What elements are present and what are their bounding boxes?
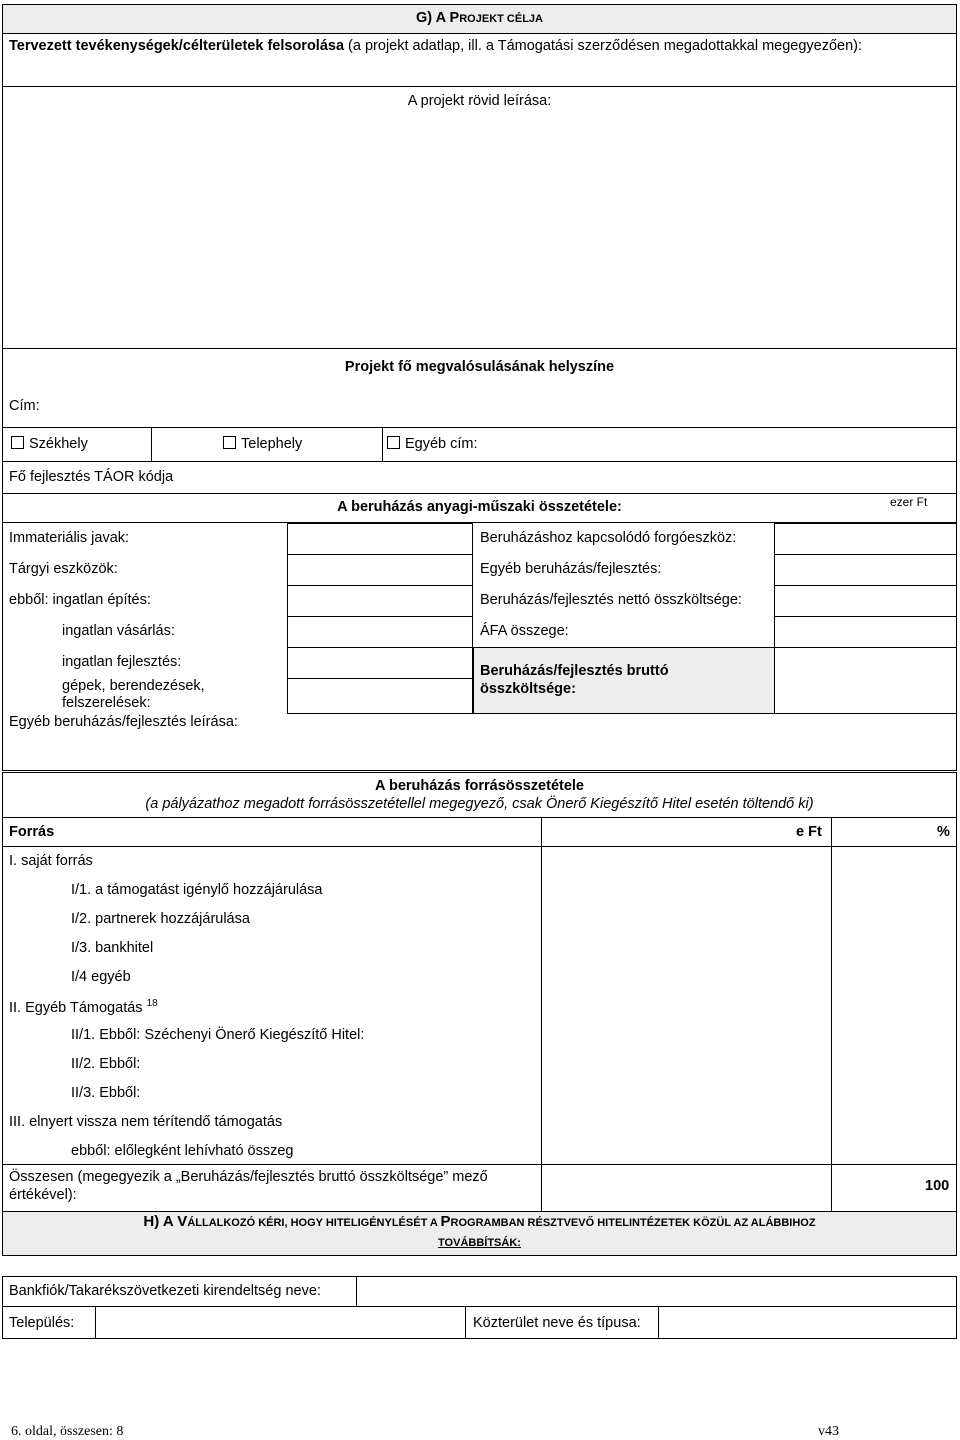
source-row-4: I/3. bankhitel [71, 940, 154, 956]
source-row-6: II. Egyéb Támogatás $^{18}$ [9, 998, 158, 1016]
checkbox-divider-2 [382, 427, 383, 462]
total-label-2: értékével): [9, 1187, 77, 1203]
source-row-2: I/1. a támogatást igénylő hozzájárulása [71, 882, 323, 898]
location-heading: Projekt fő megvalósulásának helyszíne [344, 359, 615, 375]
checkbox-egyeb[interactable]: Egyéb cím: [387, 436, 478, 452]
source-row-3: I/2. partnerek hozzájárulása [71, 911, 250, 927]
short-description-label: A projekt rövid leírása: [407, 93, 552, 109]
source-row-5: I/4 egyéb [71, 969, 131, 985]
source-row-10: III. elnyert vissza nem térítendő támogatás [9, 1114, 283, 1130]
brutto-label-2: összköltsége: [480, 681, 576, 697]
sources-col-divider-2 [831, 817, 832, 1212]
unit-label: ezer Ft [890, 495, 928, 509]
col-forras: Forrás [9, 824, 55, 840]
left-border-investment [2, 523, 3, 713]
investment-heading: A beruházás anyagi-műszaki összetétele: [337, 499, 622, 515]
activities-divider [2, 86, 957, 87]
source-row-9: II/3. Ebből: [71, 1085, 141, 1101]
targyi-label: Tárgyi eszközök: [9, 561, 118, 577]
bank-name-input[interactable] [356, 1276, 957, 1307]
checkbox-icon[interactable] [11, 436, 24, 449]
sources-col-divider-1 [541, 817, 542, 1212]
bank-name-label: Bankfiók/Takarékszövetkezeti kirendeltség neve: [9, 1283, 321, 1299]
ingatlan-fejlesztes-value[interactable] [287, 647, 473, 679]
gepek-value[interactable] [287, 678, 473, 714]
checkbox-szekhely[interactable]: Székhely [11, 436, 88, 452]
ingatlan-fejlesztes-label: ingatlan fejlesztés: [62, 654, 182, 670]
afa-value[interactable] [774, 616, 957, 648]
forgoeszkoz-value[interactable] [774, 523, 957, 555]
activities-label: Tervezett tevékenységek/célterületek felsorolása (a projekt adatlap, ill. a Támogatási szerződésen megadottakkal megegyezően): [9, 38, 863, 54]
afa-label: ÁFA összege: [480, 623, 569, 639]
ingatlan-epites-value[interactable] [287, 585, 473, 617]
targyi-value[interactable] [287, 554, 473, 586]
sources-subheading: (a pályázathoz megadott forrásösszetétellel megegyező, csak Önerő Kiegészítő Hitel esetén töltendő ki) [145, 796, 814, 812]
gepek-label-2: felszerelések: [62, 695, 151, 711]
telepules-label: Település: [9, 1315, 75, 1331]
activities-box[interactable] [2, 33, 957, 349]
kozterulet-input[interactable] [658, 1306, 957, 1339]
kozterulet-label: Közterület neve és típusa: [473, 1315, 641, 1331]
ingatlan-epites-label: ebből: ingatlan építés: [9, 592, 151, 608]
ingatlan-vasarlas-label: ingatlan vásárlás: [62, 623, 175, 639]
source-row-8: II/2. Ebből: [71, 1056, 141, 1072]
sources-heading: A beruházás forrásösszetétele [375, 778, 584, 794]
total-row-line [2, 1164, 957, 1165]
netto-label: Beruházás/fejlesztés nettó összköltsége: [480, 592, 742, 608]
gepek-label-1: gépek, berendezések, [62, 678, 205, 694]
source-row-1: I. saját forrás [9, 853, 93, 869]
address-label: Cím: [9, 398, 40, 414]
total-label-1: Összesen (megegyezik a „Beruházás/fejlesztés bruttó összköltsége” mező [9, 1169, 488, 1185]
source-row-7: II/1. Ebből: Széchenyi Önerő Kiegészítő Hitel: [71, 1027, 365, 1043]
checkbox-telephely[interactable]: Telephely [223, 436, 302, 452]
checkbox-row [2, 427, 957, 462]
immaterialis-value[interactable] [287, 523, 473, 555]
section-h-title-line-1: H) A VÁLLALKOZÓ KÉRI, HOGY HITELIGÉNYLÉSÉT A PROGRAMBAN RÉSZTVEVŐ HITELINTÉZETEK KÖZÜL AZ ALÁBBIHOZ [143, 1213, 816, 1230]
header-row-line [2, 846, 957, 847]
brutto-label-1: Beruházás/fejlesztés bruttó [480, 663, 669, 679]
netto-value[interactable] [774, 585, 957, 617]
section-h-title-line-2: TOVÁBBÍTSÁK: [438, 1237, 521, 1249]
address-box[interactable] [2, 388, 957, 428]
egyeb-beruhazas-label: Egyéb beruházás/fejlesztés: [480, 561, 662, 577]
col-eft: e Ft [796, 824, 822, 840]
taor-label: Fő fejlesztés TÁOR kódja [9, 469, 174, 485]
immaterialis-label: Immateriális javak: [9, 530, 130, 546]
checkbox-icon[interactable] [387, 436, 400, 449]
egyeb-beruhazas-value[interactable] [774, 554, 957, 586]
col-pct: % [937, 824, 950, 840]
section-g-title: G) A PROJEKT CÉLJA [416, 10, 543, 26]
page-number: 6. oldal, összesen: 8 [11, 1424, 124, 1439]
ingatlan-vasarlas-value[interactable] [287, 616, 473, 648]
brutto-value[interactable] [774, 647, 957, 714]
source-row-11: ebből: előlegként lehívható összeg [71, 1143, 294, 1159]
egyeb-leiras-label: Egyéb beruházás/fejlesztés leírása: [9, 714, 238, 730]
telepules-input[interactable] [95, 1306, 466, 1339]
checkbox-icon[interactable] [223, 436, 236, 449]
version: v43 [818, 1424, 839, 1439]
egyeb-leiras-box[interactable] [2, 713, 957, 771]
checkbox-divider-1 [151, 427, 152, 462]
total-pct-value: 100 [925, 1178, 950, 1194]
forgoeszkoz-label: Beruházáshoz kapcsolódó forgóeszköz: [480, 530, 737, 546]
